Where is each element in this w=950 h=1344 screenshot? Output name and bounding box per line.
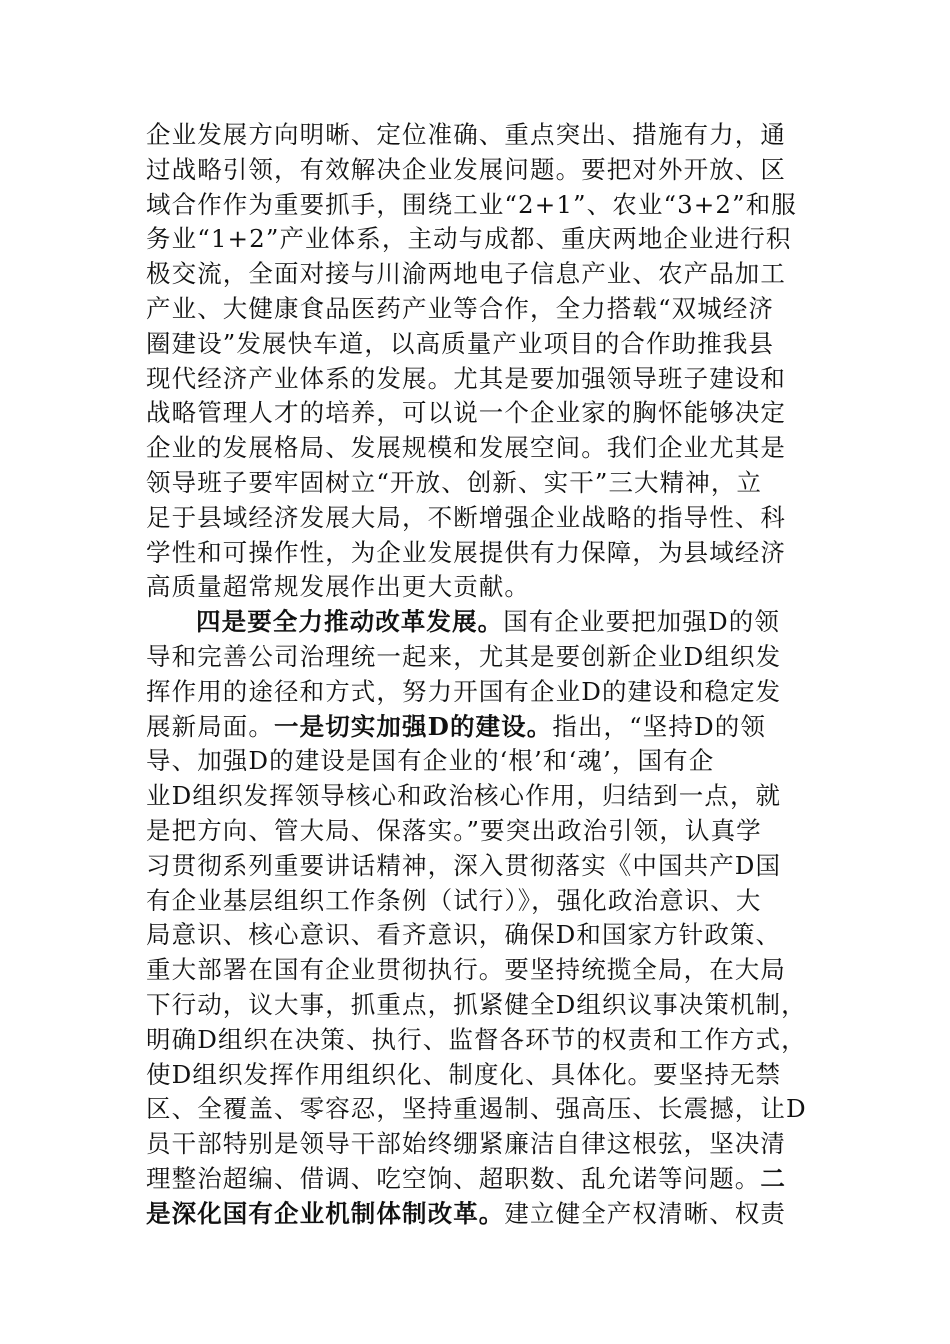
text-line <box>146 188 806 223</box>
body-text-segment: 理整治超编、借调、吃空饷、超职数、乱允诺等问题。 <box>146 1163 761 1193</box>
body-text-segment: 局意识、核心意识、看齐意识，确保D和国家方针政策、 <box>146 920 782 950</box>
text-line <box>146 292 806 327</box>
body-text-segment: 使D组织发挥作用组织化、制度化、具体化。要坚持无禁 <box>146 1059 782 1089</box>
text-line <box>146 466 806 501</box>
text-line <box>146 536 806 571</box>
text-line <box>146 849 806 884</box>
text-line <box>146 362 806 397</box>
body-text-segment: 极交流，全面对接与川渝两地电子信息产业、农产品加工 <box>146 259 786 289</box>
body-text-segment: 有企业基层组织工作条例（试行）》，强化政治意识、大 <box>146 885 762 915</box>
text-line <box>146 396 806 431</box>
body-text-segment: 员干部特别是领导干部始终绷紧廉洁自律这根弦，坚决清 <box>146 1129 786 1159</box>
body-text-segment: 域合作作为重要抓手，围绕工业“2+1”、农业“3+2”和服 <box>146 189 797 219</box>
body-text-segment: 学性和可操作性，为企业发展提供有力保障，为县域经济 <box>146 537 786 567</box>
body-text-segment: 习贯彻系列重要讲话精神，深入贯彻落实《中国共产D国 <box>146 850 782 880</box>
bold-heading-text: 是深化国有企业机制体制改革。 <box>146 1198 505 1228</box>
body-text-segment: 建立健全产权清晰、权责 <box>504 1198 787 1228</box>
body-text-segment: 展新局面。 <box>146 711 274 741</box>
body-text-segment: 企业发展方向明晰、定位准确、重点突出、措施有力，通 <box>146 120 786 149</box>
text-line <box>146 118 806 153</box>
body-text-segment: 业D组织发挥领导核心和政治核心作用，归结到一点，就 <box>146 781 782 811</box>
body-text-segment: 足于县域经济发展大局，不断增强企业战略的指导性、科 <box>146 502 786 532</box>
text-line <box>146 1197 806 1232</box>
bold-heading-text: 二 <box>760 1163 787 1193</box>
text-line <box>146 640 806 675</box>
text-line <box>146 222 806 257</box>
text-line <box>146 1162 806 1197</box>
document-body-text <box>146 118 806 1232</box>
text-line <box>146 605 806 640</box>
bold-heading-text: 一是切实加强D的建设。 <box>274 711 553 741</box>
body-text-segment: 区、全覆盖、零容忍，坚持重遏制、强高压、长震撼，让D <box>146 1094 807 1124</box>
text-line <box>146 918 806 953</box>
text-line <box>146 153 806 188</box>
body-text-segment: 战略管理人才的培养，可以说一个企业家的胸怀能够决定 <box>146 398 786 428</box>
bold-heading-text: 四是要全力推动改革发展。 <box>196 607 504 637</box>
text-line <box>146 884 806 919</box>
text-line <box>146 431 806 466</box>
body-text-segment: 导和完善公司治理统一起来，尤其是要创新企业D组织发 <box>146 641 782 671</box>
body-text-segment: 务业“1+2”产业体系，主动与成都、重庆两地企业进行积 <box>146 224 792 254</box>
body-text-segment: 指出，“坚持D的领 <box>552 711 766 741</box>
text-line <box>146 1058 806 1093</box>
text-line <box>146 675 806 710</box>
body-text-segment: 下行动，议大事，抓重点，抓紧健全D组织议事决策机制， <box>146 989 807 1019</box>
body-text-segment: 是把方向、管大局、保落实。”要突出政治引领，认真学 <box>146 815 762 845</box>
text-line <box>146 744 806 779</box>
text-line <box>146 257 806 292</box>
body-text-segment: 过战略引领，有效解决企业发展问题。要把对外开放、区 <box>146 154 786 184</box>
body-text-segment: 产业、大健康食品医药产业等合作，全力搭载“双城经济 <box>146 293 775 323</box>
text-line <box>146 779 806 814</box>
body-text-segment: 领导班子要牢固树立“开放、创新、实干”三大精神，立 <box>146 467 763 497</box>
body-text-segment: 现代经济产业体系的发展。尤其是要加强领导班子建设和 <box>146 363 786 393</box>
body-text-segment: 高质量超常规发展作出更大贡献。 <box>146 572 530 602</box>
document-page <box>146 118 806 1232</box>
text-line <box>146 710 806 745</box>
text-line <box>146 570 806 605</box>
text-line <box>146 501 806 536</box>
text-line <box>146 1023 806 1058</box>
text-line <box>146 988 806 1023</box>
body-text-segment: 明确D组织在决策、执行、监督各环节的权责和工作方式， <box>146 1024 807 1054</box>
text-line <box>146 1092 806 1127</box>
body-text-segment: 企业的发展格局、发展规模和发展空间。我们企业尤其是 <box>146 433 786 463</box>
body-text-segment: 挥作用的途径和方式，努力开国有企业D的建设和稳定发 <box>146 676 782 706</box>
body-text-segment: 重大部署在国有企业贯彻执行。要坚持统揽全局，在大局 <box>146 955 786 985</box>
body-text-segment: 导、加强D的建设是国有企业的‘根’和‘魂’，国有企 <box>146 746 715 776</box>
text-line <box>146 327 806 362</box>
text-line <box>146 814 806 849</box>
body-text-segment: 国有企业要把加强D的领 <box>503 607 780 637</box>
body-text-segment: 圈建设”发展快车道，以高质量产业项目的合作助推我县 <box>146 328 775 358</box>
text-line <box>146 953 806 988</box>
text-line <box>146 1127 806 1162</box>
